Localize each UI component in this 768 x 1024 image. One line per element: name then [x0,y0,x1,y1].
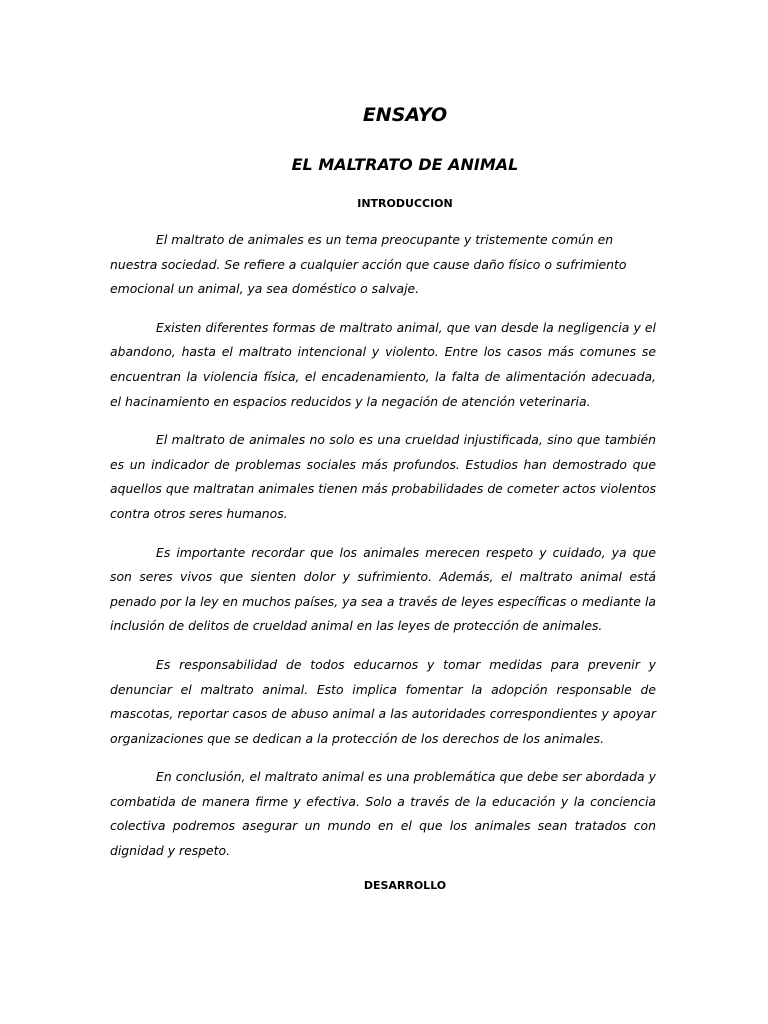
paragraph: El maltrato de animales no solo es una crueldad injustificada, sino que también es un indicador de problemas sociales más profundos. Estudios han demostrado que aquellos que maltratan animales tienen más probabilidades de cometer actos violentos contra otros seres humanos. [110,432,656,521]
section-heading-introduccion: INTRODUCCION [357,197,453,210]
document-body [110,102,656,910]
section-heading-desarrollo: DESARROLLO [363,878,447,892]
paragraph: El maltrato de animales es un tema preocupante y tristemente común en nuestra sociedad. Se refiere a cualquier acción que cause daño físico o sufrimiento emocional un animal, ya sea doméstico o salvaje. [110,232,627,297]
paragraph: Es responsabilidad de todos educarnos y tomar medidas para prevenir y denunciar el maltrato animal. Esto implica fomentar la adopción responsable de mascotas, reportar casos de abuso animal a las autoridades correspondientes y apoyar organizaciones que se dedican a la protección de los derechos de los animales. [110,656,656,746]
paragraph: En conclusión, el maltrato animal es una problemática que debe ser abordada y combatida de manera firme y efectiva. Solo a través de la educación y la conciencia colectiva podremos asegurar un mundo en el que los animales sean tratados con dignidad y respeto. [110,769,656,859]
paragraph: Existen diferentes formas de maltrato animal, que van desde la negligencia y el abandono, hasta el maltrato intencional y violento. Entre los casos más comunes se encuentran la violencia física, el encadenamiento, la falta de alimentación adecuada, el hacinamiento en espacios reducidos y la negación de atención veterinaria. [110,319,656,409]
document-title: ENSAYO [362,104,448,126]
paragraph: Es importante recordar que los animales merecen respeto y cuidado, ya que son seres vivos que sienten dolor y sufrimiento. Además, el maltrato animal está penado por la ley en muchos países, ya sea a través de leyes específicas o mediante la inclusión de delitos de crueldad animal en las leyes de protección de animales. [110,544,656,634]
document-subtitle: EL MALTRATO DE ANIMAL [291,155,519,174]
